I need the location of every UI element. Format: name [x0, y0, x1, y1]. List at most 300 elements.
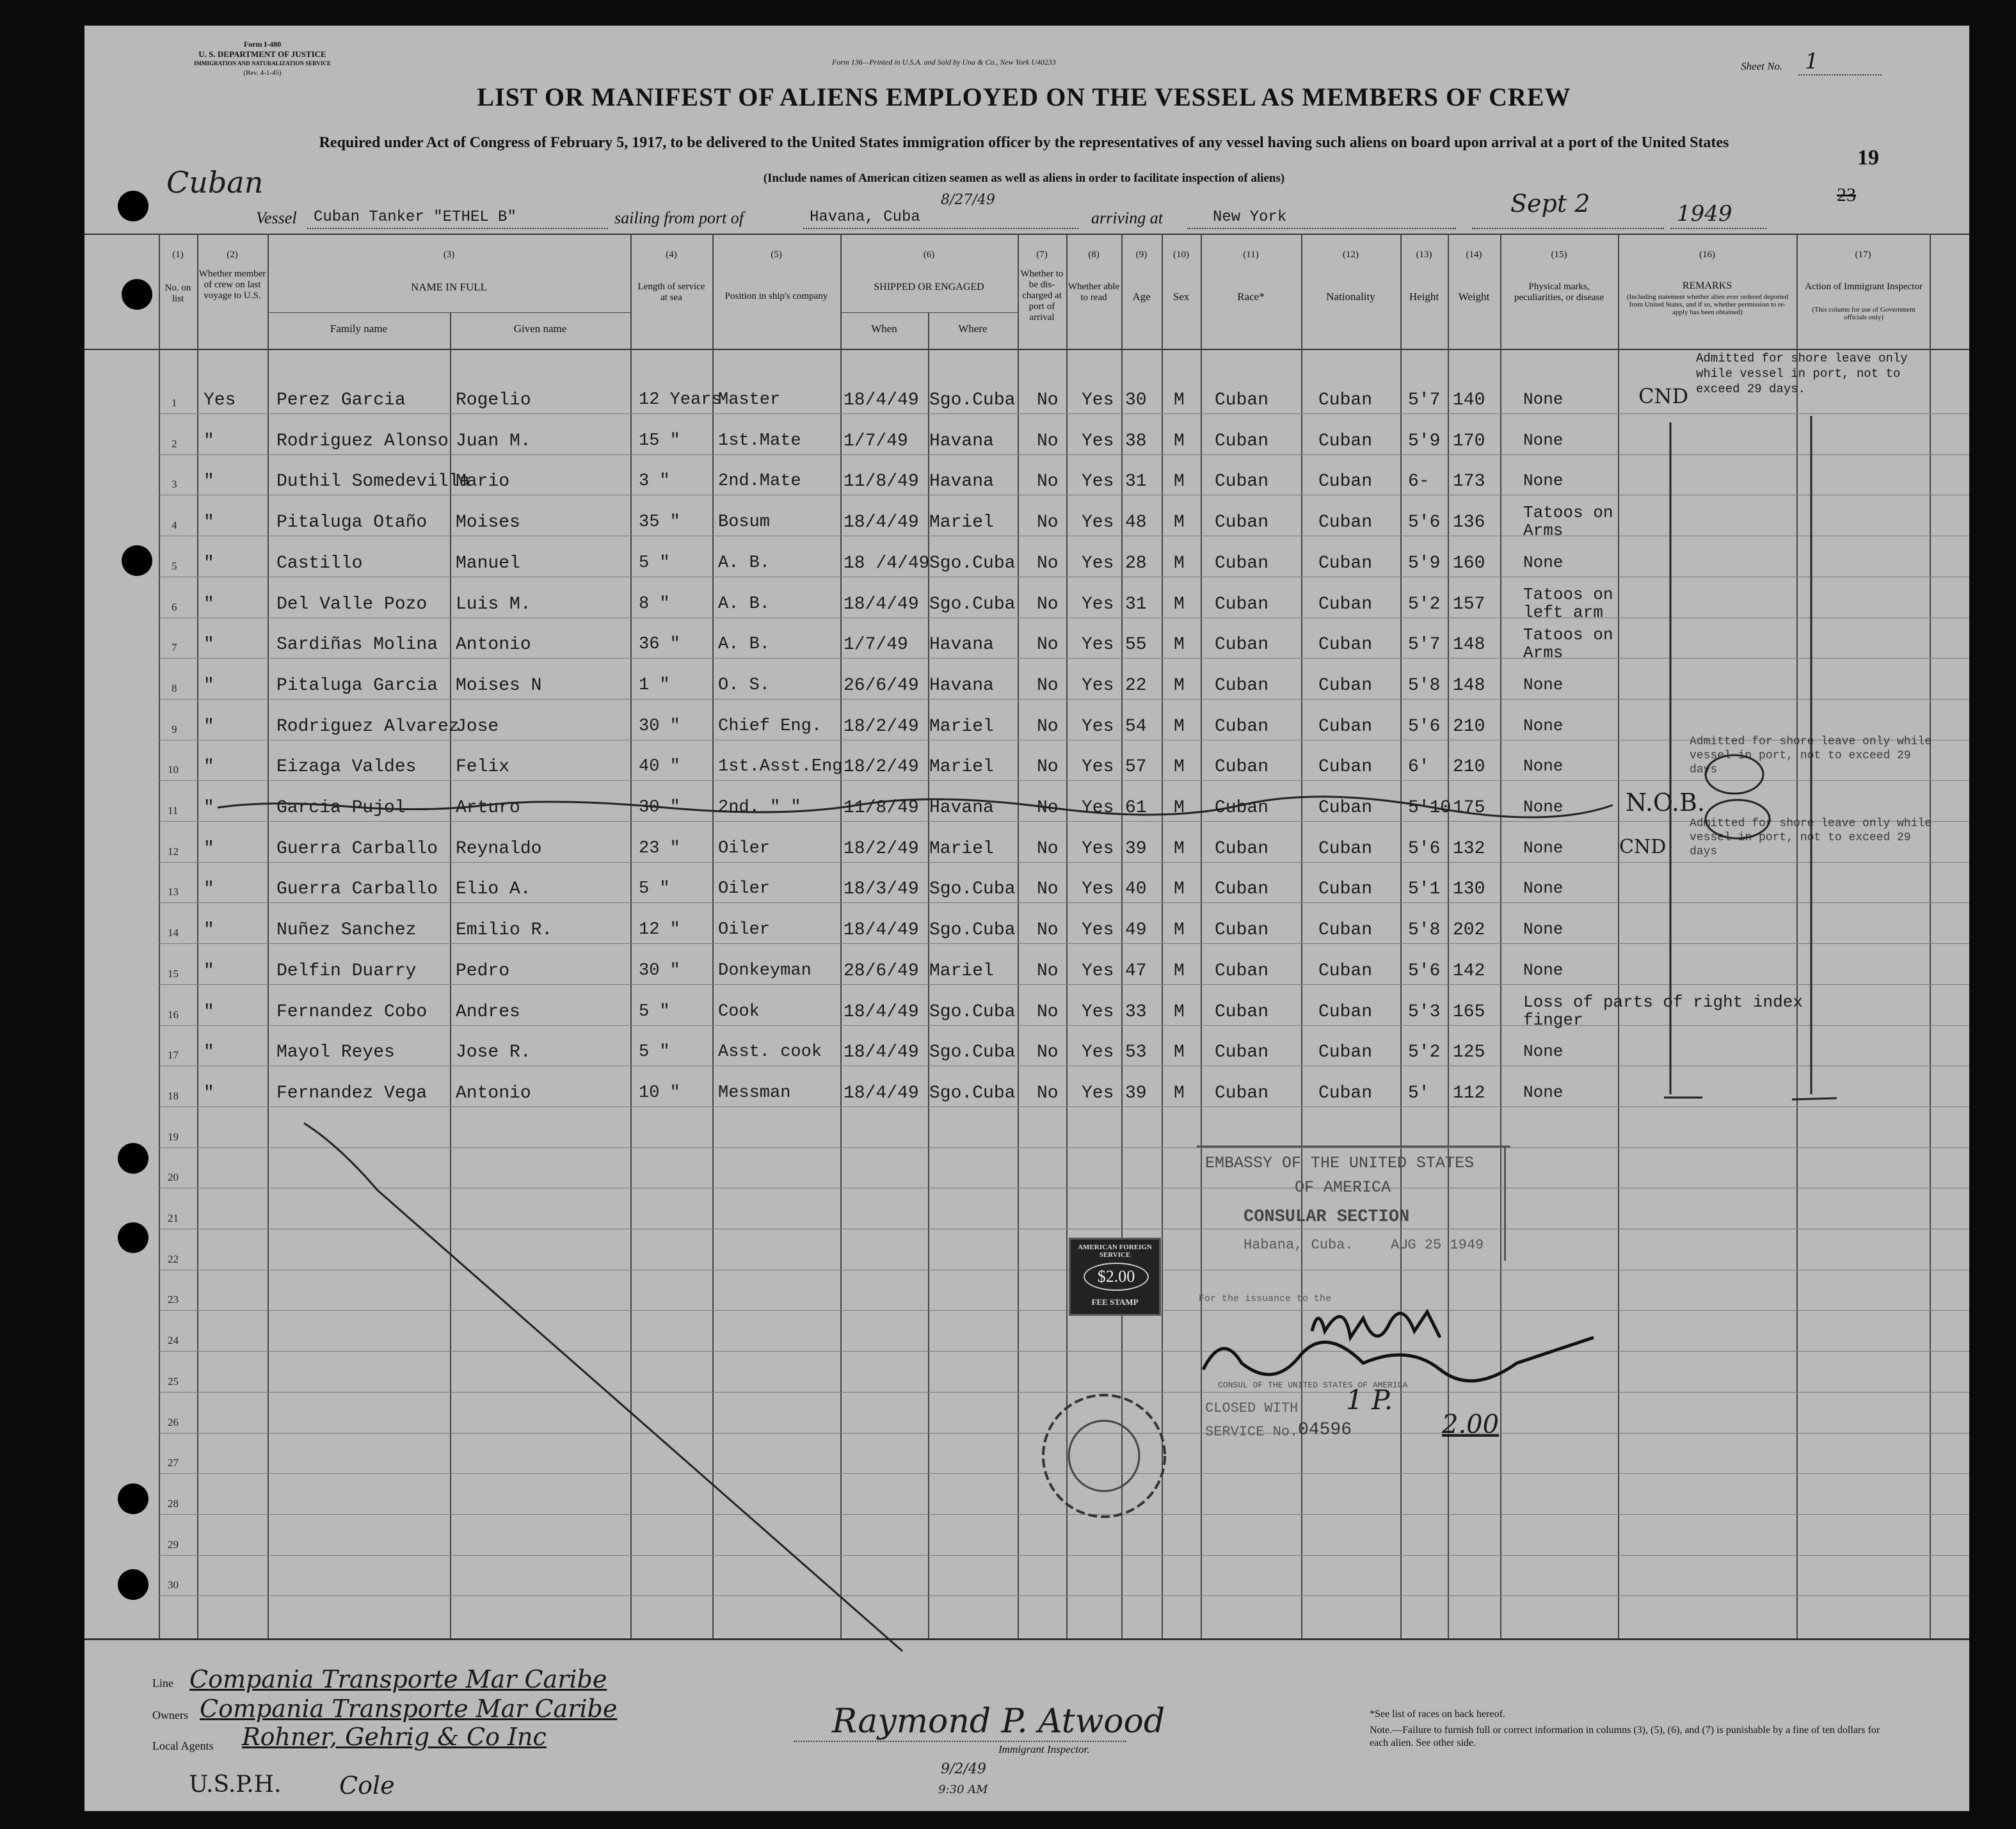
name-subrule [268, 312, 630, 313]
position: Bosum [718, 513, 771, 532]
height: 5'6 [1408, 717, 1441, 737]
row-number: 18 [168, 1090, 179, 1102]
nationality: Cuban [1318, 879, 1373, 899]
col-number: (9) [1135, 250, 1148, 260]
row-number: 1 [172, 397, 177, 409]
inspection-time: 9:30 AM [938, 1783, 988, 1796]
engaged-when: 18/4/49 [844, 1042, 919, 1062]
header-family-name: Family name [330, 323, 388, 335]
engaged-where: Havana [929, 676, 994, 696]
nationality: Cuban [1318, 920, 1373, 940]
given-name: Antonio [456, 1083, 531, 1103]
engaged-where: Sgo.Cuba [929, 595, 1016, 614]
length-of-service: 5 " [639, 879, 670, 899]
physical-marks: None [1523, 961, 1564, 980]
row-number: 2 [172, 438, 177, 450]
sex: M [1174, 554, 1185, 573]
punch-hole [122, 279, 152, 310]
remarks-shore-leave-2: Admitted for shore leave only while vessel in port, not to exceed 29 days [1690, 735, 1932, 776]
engaged-when: 18/4/49 [844, 920, 919, 940]
position: Master [718, 390, 781, 410]
weight: 165 [1453, 1002, 1485, 1022]
engaged-where: Sgo.Cuba [929, 554, 1016, 573]
given-name: Andres [456, 1002, 520, 1022]
row-number: 21 [168, 1212, 179, 1224]
age: 54 [1125, 717, 1147, 737]
header-remarks-note: (Including statement whether alien ever ordered deported from United States, and if so, whether permission to re-apply has been obtained) [1626, 293, 1789, 316]
stamp-line-1: EMBASSY OF THE UNITED STATES [1205, 1154, 1475, 1172]
stamp-right-border [1504, 1146, 1506, 1261]
age: 39 [1125, 839, 1147, 859]
physical-marks: None [1523, 756, 1564, 776]
crew-last-voyage: " [204, 717, 214, 737]
discharged: No [1037, 839, 1059, 859]
weight: 112 [1453, 1083, 1485, 1103]
able-to-read: Yes [1082, 554, 1114, 573]
position: Oiler [718, 920, 771, 939]
vessel-name: Cuban Tanker "ETHEL B" [314, 209, 516, 226]
row-number: 8 [172, 682, 177, 694]
discharged: No [1037, 717, 1059, 737]
row-number: 17 [168, 1049, 179, 1061]
length-of-service: 35 " [639, 513, 680, 532]
revision: (Rev. 4-1-45) [243, 69, 282, 77]
discharged: No [1037, 1083, 1059, 1103]
able-to-read: Yes [1082, 961, 1114, 981]
physical-marks: None [1523, 675, 1564, 694]
header-physical-marks: Physical marks, peculiarities, or disease [1514, 282, 1604, 303]
col-number: (11) [1243, 250, 1259, 260]
family-name: Pitaluga Garcia [276, 676, 438, 696]
agents-value: Rohner, Gehrig & Co Inc [242, 1723, 547, 1751]
age: 47 [1125, 961, 1147, 981]
crew-last-voyage: " [204, 798, 214, 818]
discharged: No [1037, 798, 1059, 818]
given-name: Reynaldo [456, 839, 542, 859]
owners-label: Owners [152, 1709, 188, 1721]
sailing-label: sailing from port of [614, 209, 744, 227]
header-name-in-full: NAME IN FULL [411, 281, 487, 293]
sex: M [1174, 717, 1185, 737]
engaged-where: Mariel [929, 717, 994, 737]
able-to-read: Yes [1082, 513, 1114, 532]
weight: 148 [1453, 635, 1485, 655]
header-given-name: Given name [513, 323, 567, 335]
sex: M [1174, 920, 1185, 940]
length-of-service: 8 " [639, 595, 670, 614]
header-position: Position in ship's company [724, 291, 828, 301]
length-of-service: 36 " [639, 635, 680, 654]
able-to-read: Yes [1082, 431, 1114, 451]
page-title: LIST OR MANIFEST OF ALIENS EMPLOYED ON THE VESSEL AS MEMBERS OF CREW [477, 83, 1571, 111]
given-name: Jose R. [456, 1042, 531, 1062]
discharged: No [1037, 554, 1059, 573]
fee-stamp-value: $2.00 [1084, 1263, 1149, 1291]
header-remarks: REMARKS [1682, 280, 1732, 291]
crew-last-voyage: " [204, 920, 214, 940]
race: Cuban [1215, 879, 1269, 899]
family-name: Rodriguez Alonso [276, 431, 449, 451]
row-number: 12 [168, 845, 179, 858]
header-shipped: SHIPPED OR ENGAGED [874, 282, 984, 292]
row-number: 22 [168, 1253, 179, 1265]
service: IMMIGRATION AND NATURALIZATION SERVICE [194, 60, 331, 67]
position: Donkeyman [718, 961, 812, 980]
row-number: 10 [168, 763, 179, 776]
weight: 210 [1453, 757, 1485, 777]
sex: M [1174, 1002, 1185, 1022]
position: Chief Eng. [718, 717, 822, 736]
age: 30 [1125, 390, 1147, 410]
race: Cuban [1215, 757, 1269, 777]
header-able-to-read: Whether able to read [1068, 282, 1120, 303]
weight: 140 [1453, 390, 1485, 410]
row-number: 28 [168, 1498, 179, 1510]
header-action-note: (This column for use of Government officials only) [1812, 306, 1916, 321]
engaged-where: Sgo.Cuba [929, 1083, 1016, 1103]
sex: M [1174, 879, 1185, 899]
length-of-service: 30 " [639, 961, 680, 980]
sex: M [1174, 839, 1185, 859]
race: Cuban [1215, 431, 1269, 451]
given-name: Juan M. [456, 431, 531, 451]
punch-hole [118, 1569, 148, 1600]
header-when: When [871, 323, 897, 335]
family-name: Guerra Carballo [276, 879, 438, 899]
crew-last-voyage: " [204, 676, 214, 696]
crew-last-voyage: " [204, 554, 214, 573]
engaged-where: Sgo.Cuba [929, 879, 1016, 899]
able-to-read: Yes [1082, 472, 1114, 491]
height: 5'9 [1408, 554, 1441, 573]
family-name: Duthil Somedevilla [276, 472, 470, 491]
position: A. B. [718, 635, 771, 654]
inspection-date: 9/2/49 [941, 1761, 986, 1777]
engaged-when: 1/7/49 [844, 431, 908, 451]
discharged: No [1037, 513, 1059, 532]
height: 5'3 [1408, 1002, 1441, 1022]
weight: 157 [1453, 595, 1485, 614]
position: 2nd. " " [718, 798, 801, 817]
punch-hole [118, 1483, 148, 1514]
remarks-cnd-1: CND [1638, 384, 1689, 408]
physical-marks: None [1523, 879, 1564, 898]
height: 5'2 [1408, 1042, 1441, 1062]
length-of-service: 40 " [639, 757, 680, 776]
discharged: No [1037, 961, 1059, 981]
line-label: Line [152, 1677, 173, 1689]
length-of-service: 3 " [639, 472, 670, 491]
engaged-where: Havana [929, 472, 994, 491]
age: 28 [1125, 554, 1147, 573]
sex: M [1174, 1083, 1185, 1103]
day-underline [1472, 228, 1664, 229]
col-number: (16) [1699, 250, 1715, 260]
crew-last-voyage: " [204, 595, 214, 614]
physical-marks: Tatoos on left arm [1523, 585, 1613, 622]
sheet-underline [1798, 74, 1882, 76]
col-number: (6) [923, 250, 935, 260]
given-name: Emilio R. [456, 920, 553, 940]
sex: M [1174, 390, 1185, 410]
position: Messman [718, 1083, 791, 1103]
crew-last-voyage: " [204, 1042, 214, 1062]
length-of-service: 1 " [639, 676, 670, 695]
header-action: Action of Immigrant Inspector [1805, 282, 1923, 292]
able-to-read: Yes [1082, 798, 1114, 818]
row-number: 23 [168, 1293, 179, 1306]
crew-last-voyage: " [204, 757, 214, 777]
age: 40 [1125, 879, 1147, 899]
physical-marks: None [1523, 716, 1564, 735]
engaged-when: 1/7/49 [844, 635, 908, 655]
physical-marks: Tatoos on Arms [1523, 503, 1613, 540]
sailing-port: Havana, Cuba [810, 209, 920, 226]
given-name: Rogelio [456, 390, 531, 410]
race: Cuban [1215, 920, 1269, 940]
col-number: (12) [1343, 250, 1359, 260]
able-to-read: Yes [1082, 635, 1114, 655]
physical-marks: None [1523, 1083, 1564, 1102]
usph-label: U.S.P.H. [189, 1771, 282, 1798]
col-number: (2) [227, 250, 238, 260]
stamp-consul-line: CONSUL OF THE UNITED STATES OF AMERICA [1218, 1380, 1408, 1390]
col-divider [1930, 234, 1931, 1638]
engaged-where: Sgo.Cuba [929, 920, 1016, 940]
crew-last-voyage: " [204, 431, 214, 451]
family-name: Guerra Carballo [276, 839, 438, 859]
sex: M [1174, 595, 1185, 614]
header-nationality: Nationality [1326, 291, 1375, 303]
col-divider [197, 234, 198, 1638]
row-number: 20 [168, 1171, 179, 1183]
nationality: Cuban [1318, 961, 1373, 981]
col-number: (3) [443, 250, 455, 260]
col-divider [159, 234, 160, 1638]
able-to-read: Yes [1082, 920, 1114, 940]
arriving-label: arriving at [1091, 209, 1163, 227]
discharged: No [1037, 595, 1059, 614]
race: Cuban [1215, 717, 1269, 737]
weight: 148 [1453, 676, 1485, 696]
stamp-date: AUG 25 1949 [1391, 1237, 1484, 1253]
arrival-day: Sept 2 [1510, 189, 1590, 218]
height: 5'2 [1408, 595, 1441, 614]
stamp-fee: 2.00 [1442, 1410, 1500, 1439]
row-number: 26 [168, 1416, 179, 1428]
stamp-line-3: CONSULAR SECTION [1244, 1208, 1410, 1227]
sex: M [1174, 635, 1185, 655]
arrival-year: 1949 [1677, 201, 1732, 227]
physical-marks: Loss of parts of right index finger [1523, 993, 1803, 1030]
age: 39 [1125, 1083, 1147, 1103]
height: 5' [1408, 1083, 1430, 1103]
row-number: 3 [172, 478, 177, 490]
family-name: Mayol Reyes [276, 1042, 395, 1062]
table-header-rule [84, 349, 1969, 350]
year-underline [1670, 228, 1766, 229]
consul-signature [1197, 1293, 1606, 1395]
crew-last-voyage: " [204, 839, 214, 859]
race: Cuban [1215, 1042, 1269, 1062]
stamp-line-4: Habana, Cuba. [1244, 1237, 1354, 1253]
age: 53 [1125, 1042, 1147, 1062]
punch-hole [118, 1222, 148, 1253]
row-number: 7 [172, 641, 177, 653]
physical-marks: None [1523, 471, 1564, 490]
nationality: Cuban [1318, 472, 1373, 491]
engaged-when: 18/4/49 [844, 390, 919, 410]
physical-marks: None [1523, 431, 1564, 450]
height: 5'8 [1408, 676, 1441, 696]
fee-stamp [1069, 1238, 1161, 1316]
usph-name: Cole [339, 1771, 395, 1800]
header-where: Where [958, 323, 988, 335]
physical-marks: None [1523, 1042, 1564, 1061]
vessel-label: Vessel [256, 209, 297, 227]
family-name: Rodriguez Alvarez [276, 717, 460, 737]
family-name: Pitaluga Otaño [276, 513, 428, 532]
sheet-label: Sheet No. [1741, 60, 1783, 72]
height: 5'6 [1408, 839, 1441, 859]
physical-marks: Tatoos on Arms [1523, 625, 1613, 662]
given-name: Moises N [456, 676, 542, 696]
age: 49 [1125, 920, 1147, 940]
engaged-when: 28/6/49 [844, 961, 919, 981]
cancel-diagonal-line [301, 1120, 915, 1664]
given-name: Elio A. [456, 879, 531, 899]
race: Cuban [1215, 554, 1269, 573]
nationality: Cuban [1318, 595, 1373, 614]
row-number: 9 [172, 723, 177, 735]
engaged-when: 11/8/49 [844, 472, 919, 491]
header-race: Race* [1237, 291, 1265, 303]
col-number: (13) [1416, 250, 1432, 260]
race: Cuban [1215, 635, 1269, 655]
height: 5'7 [1408, 390, 1441, 410]
age: 48 [1125, 513, 1147, 532]
sex: M [1174, 676, 1185, 696]
row-rule [159, 413, 1969, 414]
row-number: 14 [168, 927, 179, 939]
given-name: Felix [456, 757, 510, 777]
physical-marks: None [1523, 920, 1564, 939]
race: Cuban [1215, 961, 1269, 981]
row-11-strike [218, 794, 1626, 819]
col-number: (8) [1088, 250, 1100, 260]
position: Oiler [718, 839, 771, 858]
race: Cuban [1215, 472, 1269, 491]
length-of-service: 10 " [639, 1083, 680, 1103]
remarks-shore-leave-1: Admitted for shore leave only while vessel in port, not to exceed 29 days. [1696, 351, 1908, 396]
crew-last-voyage: Yes [204, 390, 236, 410]
given-name: Mario [456, 472, 510, 491]
length-of-service: 12 " [639, 920, 680, 939]
given-name: Jose [456, 717, 499, 737]
given-name: Manuel [456, 554, 520, 573]
age: 31 [1125, 472, 1147, 491]
age: 33 [1125, 1002, 1147, 1022]
given-name: Luis M. [456, 595, 531, 614]
able-to-read: Yes [1082, 879, 1114, 899]
col-number: (7) [1036, 250, 1048, 260]
race: Cuban [1215, 513, 1269, 532]
weight: 202 [1453, 920, 1485, 940]
engaged-where: Mariel [929, 513, 994, 532]
crew-last-voyage: " [204, 879, 214, 899]
col-number: (14) [1466, 250, 1482, 260]
discharged: No [1037, 390, 1059, 410]
header-height: Height [1409, 291, 1439, 303]
family-name: Fernandez Vega [276, 1083, 428, 1103]
position: 1st.Asst.Eng [718, 757, 843, 776]
engaged-when: 11/8/49 [844, 798, 919, 818]
header-crew-last-voyage: Whether member of crew on last voyage to U.S. [198, 269, 266, 301]
corner-struck-number: 23 [1837, 184, 1856, 205]
fee-stamp-bottom: FEE STAMP [1091, 1297, 1139, 1307]
race: Cuban [1215, 1002, 1269, 1022]
engaged-where: Sgo.Cuba [929, 390, 1016, 410]
agents-label: Local Agents [152, 1739, 214, 1752]
family-name: Delfin Duarry [276, 961, 417, 981]
position: O. S. [718, 676, 771, 695]
able-to-read: Yes [1082, 717, 1114, 737]
remarks-shore-leave-3: Admitted for shore leave only while vessel in port, not to exceed 29 days [1690, 817, 1932, 858]
stamp-top-border [1197, 1146, 1510, 1147]
position: A. B. [718, 595, 771, 614]
header-discharged: Whether to be dis-charged at port of arrival [1020, 269, 1064, 323]
position: A. B. [718, 554, 771, 573]
physical-marks: None [1523, 390, 1564, 409]
crew-last-voyage: " [204, 472, 214, 491]
height: 5'9 [1408, 431, 1441, 451]
row-number: 6 [172, 601, 177, 613]
col-number: (15) [1551, 250, 1567, 260]
col-number: (4) [666, 250, 677, 260]
signature-underline [794, 1741, 1126, 1742]
engaged-when: 18/2/49 [844, 717, 919, 737]
engaged-where: Sgo.Cuba [929, 1002, 1016, 1022]
stamp-service-no: 04596 [1298, 1420, 1352, 1440]
subtitle: Required under Act of Congress of February 5, 1917, to be delivered to the United States immigration officer by the representatives of any vessel having such aliens on board upon arrival at a port of the United States [319, 134, 1729, 151]
nationality: Cuban [1318, 798, 1373, 818]
race: Cuban [1215, 390, 1269, 410]
sex: M [1174, 798, 1185, 818]
length-of-service: 5 " [639, 1002, 670, 1021]
form-number: Form I-480 [243, 40, 282, 49]
punch-hole [122, 545, 152, 576]
length-of-service: 15 " [639, 431, 680, 451]
weight: 160 [1453, 554, 1485, 573]
row-number: 16 [168, 1009, 179, 1021]
position: Oiler [718, 879, 771, 899]
weight: 173 [1453, 472, 1485, 491]
sex: M [1174, 757, 1185, 777]
nationality-note: Cuban [166, 165, 264, 200]
nationality: Cuban [1318, 390, 1373, 410]
given-name: Arturo [456, 798, 520, 818]
length-of-service: 30 " [639, 798, 680, 817]
engaged-where: Havana [929, 431, 994, 451]
discharged: No [1037, 879, 1059, 899]
stamp-service-label: SERVICE No. [1205, 1424, 1299, 1440]
height: 5'6 [1408, 961, 1441, 981]
discharged: No [1037, 635, 1059, 655]
age: 22 [1125, 676, 1147, 696]
engaged-when: 18/4/49 [844, 1002, 919, 1022]
race: Cuban [1215, 676, 1269, 696]
given-name: Pedro [456, 961, 510, 981]
